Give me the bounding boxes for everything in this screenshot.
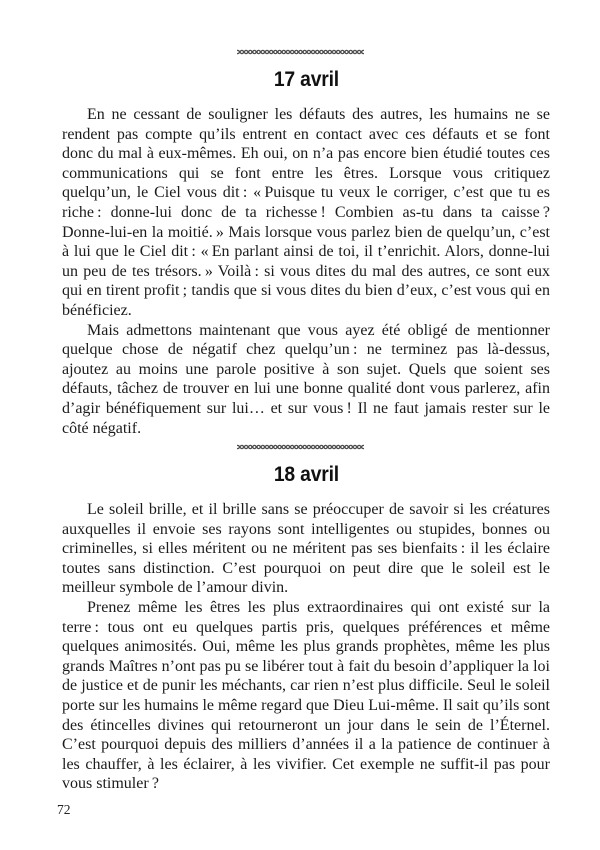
paragraph: En ne cessant de souligner les défauts des autres, les humains ne se rendent pas compte qu’ils entrent en contact avec ces défauts et se font donc du mal à eux-mêmes. Eh oui, on n’a pas encore bien étudié toutes ces communications qui se font entre les êtres. Lorsque vous critiquez quelqu’un, le Ciel vous dit : « Puisque tu veux le corriger, c’est que tu es riche : donne-lui donc de ta richesse ! Combien as-tu dans ta caisse ? Donne-lui-en la moitié. » Mais lorsque vous parlez bien de quelqu’un, c’est à lui que le Ciel dit : « En parlant ainsi de toi, il t’enrichit. Alors, donne-lui un peu de tes trésors. » Voilà : si vous dites du mal des autres, ce sont eux qui en tirent profit ; tandis que si vous dites du bien d’eux, c’est vous qui en bénéficiez.: [62, 106, 550, 319]
page-number: 72: [57, 802, 71, 817]
chain-ornament-icon: [237, 49, 364, 55]
section-heading-18-avril: [62, 462, 550, 488]
section-heading-text: 18 avril: [273, 463, 339, 487]
section-heading-17-avril: [62, 67, 550, 93]
paragraph: Prenez même les êtres les plus extraordinaires qui ont existé sur la terre : tous ont eu quelques partis pris, quelques préférences et même quelques animosités. Oui, même les plus grands prophètes, même les plus grands Maîtres n’ont pas pu se libérer tout à fait du besoin d’appliquer la loi de justice et de punir les méchants, car rien n’est plus difficile. Seul le soleil porte sur les humains le même regard que Dieu Lui-même. Il sait qu’ils sont des étincelles divines qui retourneront un jour dans le sein de l’Éternel. C’est pourquoi depuis des milliers d’années il a la patience de continuer à les chauffer, à les éclairer, à les vivifier. Cet exemple ne suffit-il pas pour vous stimuler ?: [62, 599, 550, 793]
paragraph: Mais admettons maintenant que vous ayez été obligé de mentionner quelque chose de négatif chez quelqu’un : ne terminez pas là-dessus, ajoutez au moins une parole positive à son sujet. Quels que soient ses défauts, tâchez de trouver en lui une bonne qualité dont vous parlerez, afin d’agir bénéfiquement sur lui… et sur vous ! Il ne faut jamais rester sur le côté négatif.: [62, 321, 550, 437]
chain-ornament-icon: [237, 444, 364, 450]
section-heading-text: 17 avril: [273, 68, 339, 91]
paragraph: Le soleil brille, et il brille sans se préoccuper de savoir si les créatures auxquelles il envoie ses rayons sont intelligentes ou stupides, bonnes ou criminelles, si elles méritent ou ne méritent pas ses bienfaits : il les éclaire toutes sans distinction. C’est pourquoi on peut dire que le soleil est le meilleur symbole de l’amour divin.: [62, 501, 550, 597]
